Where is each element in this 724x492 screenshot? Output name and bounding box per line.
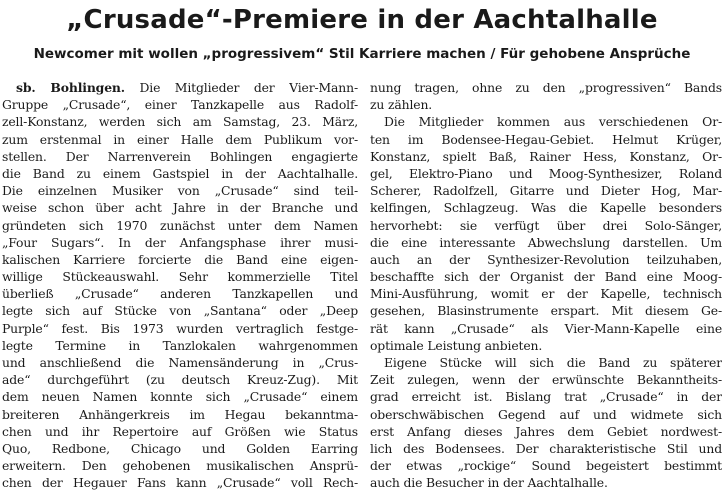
text-line: weise schon über acht Jahre in der Branche und bbox=[2, 200, 358, 216]
text-line: zu zählen. bbox=[370, 97, 433, 113]
text-line: kalischen Karriere forcierte die Band eine eigen- bbox=[2, 251, 358, 267]
text-line: erst Anfang dieses Jahres dem Gebiet nordwest- bbox=[370, 423, 722, 439]
text-line: chen der Hegauer Fans kann „Crusade“ voll Rech- bbox=[2, 475, 358, 491]
text-line: die Band zu einem Gastspiel in der Aachtalhalle. bbox=[2, 165, 358, 181]
text-line: Konstanz, spielt Baß, Rainer Hess, Konstanz, Or- bbox=[370, 148, 722, 164]
text-line: rät kann „Crusade“ als Vier-Mann-Kapelle eine bbox=[370, 320, 722, 336]
article-column-right bbox=[370, 79, 722, 492]
text-line: auch die Besucher in der Aachtalhalle. bbox=[370, 475, 608, 491]
text-line: zell-Konstanz, werden sich am Samstag, 23. März, bbox=[2, 114, 358, 130]
text-line: stellen. Der Narrenverein Bohlingen engagierte bbox=[2, 148, 358, 164]
text-line: der etwas „rockige“ Sound begeistert bestimmt bbox=[370, 458, 722, 474]
text-line: gründeten sich 1970 zunächst unter dem Namen bbox=[2, 217, 358, 233]
text-line: überließ „Crusade“ anderen Tanzkapellen und bbox=[2, 286, 358, 302]
text-line: Eigene Stücke will sich die Band zu späterer bbox=[384, 355, 722, 370]
text-line: dem neuen Namen konnte sich „Crusade“ einem bbox=[2, 389, 358, 405]
text-line: Gruppe „Crusade“, einer Tanzkapelle aus Radolf- bbox=[2, 97, 358, 113]
text-line: Die Mitglieder kommen aus verschiedenen Or- bbox=[384, 114, 722, 130]
article-column-left bbox=[2, 79, 358, 492]
text-line: grad erreicht ist. Bislang trat „Crusade“ in der bbox=[370, 389, 722, 405]
text-line: kelfingen, Schlagzeug. Was die Kapelle besonders bbox=[370, 200, 722, 216]
text-line: Die einzelnen Musiker von „Crusade“ sind teil- bbox=[2, 183, 358, 199]
text-line: hervorhebt: sie verfügt über drei Solo-Sänger, bbox=[370, 217, 722, 233]
text-line: beschaffte sich der Organist der Band eine Moog- bbox=[370, 269, 722, 285]
text-line: ade“ durchgeführt (zu deutsch Kreuz-Zug). Mit bbox=[2, 372, 358, 388]
text-line: Purple“ fest. Bis 1973 wurden vertraglich festge- bbox=[2, 320, 358, 336]
text-line: nung tragen, ohne zu den „progressiven“ Bands bbox=[370, 80, 722, 95]
text-line-content: Die Mitglieder der Vier-Mann- bbox=[124, 80, 358, 95]
text-line: Mini-Ausführung, womit er der Kapelle, technisch bbox=[370, 286, 722, 302]
text-line: Zeit zulegen, wenn der erwünschte Bekanntheits- bbox=[370, 372, 722, 388]
text-line: gesehen, Blasinstrumente erspart. Mit diesem Ge- bbox=[370, 303, 722, 319]
text-line bbox=[2, 79, 358, 96]
text-line: die eine interessante Abwechslung darstellen. Um bbox=[370, 234, 722, 250]
text-line: oberschwäbischen Gegend auf und widmete sich bbox=[370, 406, 722, 422]
article-subheadline: Newcomer mit wollen „progressivem“ Stil Karriere machen / Für gehobene Ansprüche bbox=[33, 46, 691, 62]
dateline: sb. Bohlingen. bbox=[16, 80, 125, 95]
text-line: „Four Sugars“. In der Anfangsphase ihrer musi- bbox=[2, 234, 358, 250]
text-line: legte Termine in Tanzlokalen wahrgenommen bbox=[2, 337, 358, 353]
text-line: zum erstenmal in einer Halle dem Publikum vor- bbox=[2, 131, 358, 147]
text-line: optimale Leistung anbieten. bbox=[370, 337, 543, 353]
text-line: ten im Bodensee-Hegau-Gebiet. Helmut Krüger, bbox=[370, 131, 722, 147]
text-line: willige Stückeauswahl. Sehr kommerzielle Titel bbox=[2, 269, 358, 285]
text-line: und anschließend die Namensänderung in „Crus- bbox=[2, 355, 358, 370]
text-line: legte sich auf Stücke von „Santana“ oder „Deep bbox=[2, 303, 358, 319]
text-line: erweitern. Den gehobenen musikalischen Ansprü- bbox=[2, 458, 358, 474]
text-line: auch an der Synthesizer-Revolution teilzuhaben, bbox=[370, 251, 722, 267]
article-headline: „Crusade“-Premiere in der Aachtalhalle bbox=[66, 5, 658, 35]
text-line: breiteren Anhängerkreis im Hegau bekanntma- bbox=[2, 406, 358, 422]
text-line: gel, Elektro-Piano und Moog-Synthesizer, Roland bbox=[370, 165, 722, 181]
text-line: lich des Bodensees. Der charakteristische Stil und bbox=[370, 440, 722, 456]
text-line: Scherer, Radolfzell, Gitarre und Dieter Hog, Mar- bbox=[370, 183, 722, 199]
text-line: Quo, Redbone, Chicago und Golden Earring bbox=[2, 440, 358, 456]
text-line: chen und ihr Repertoire auf Größen wie Status bbox=[2, 423, 358, 439]
